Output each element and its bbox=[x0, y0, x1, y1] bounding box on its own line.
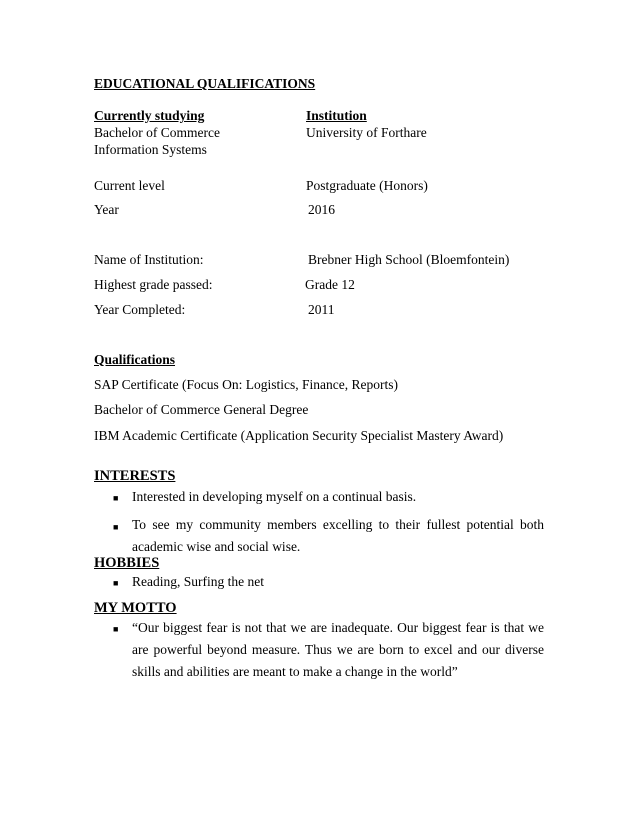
qualification-item: SAP Certificate (Focus On: Logistics, Finance, Reports) bbox=[94, 377, 398, 392]
qualification-item: IBM Academic Certificate (Application Security Specialist Mastery Award) bbox=[94, 428, 504, 443]
year-completed-label: Year Completed: bbox=[94, 302, 186, 317]
year-value: 2016 bbox=[308, 202, 335, 217]
motto-heading: MY MOTTO bbox=[94, 600, 177, 616]
degree-line-2: Information Systems bbox=[94, 142, 207, 157]
square-bullet-icon: ■ bbox=[113, 624, 119, 634]
qualification-item: Bachelor of Commerce General Degree bbox=[94, 402, 309, 417]
current-level-value: Postgraduate (Honors) bbox=[306, 178, 428, 193]
interest-item: To see my community members excelling to their fullest potential both academic wise and social wise. bbox=[132, 517, 544, 554]
interest-item: Interested in developing myself on a continual basis. bbox=[132, 489, 417, 504]
currently-studying-header: Currently studying bbox=[94, 108, 205, 123]
highest-grade-value: Grade 12 bbox=[305, 277, 355, 292]
square-bullet-icon: ■ bbox=[113, 578, 119, 588]
school-name-value: Brebner High School (Bloemfontein) bbox=[308, 252, 510, 267]
school-name-label: Name of Institution: bbox=[94, 252, 204, 267]
section-heading-educational-qualifications: EDUCATIONAL QUALIFICATIONS bbox=[94, 76, 316, 91]
current-level-label: Current level bbox=[94, 178, 165, 193]
motto-text: “Our biggest fear is not that we are inadequate. Our biggest fear is that we are powerful beyond measure. Thus we are born to excel and our diverse skills and abilities are meant to make a change in the world” bbox=[132, 620, 544, 679]
hobbies-heading: HOBBIES bbox=[94, 555, 160, 571]
hobby-item: Reading, Surfing the net bbox=[132, 574, 264, 589]
institution-header: Institution bbox=[306, 108, 367, 123]
degree-line-1: Bachelor of Commerce bbox=[94, 125, 220, 140]
square-bullet-icon: ■ bbox=[113, 493, 119, 503]
year-completed-value: 2011 bbox=[308, 302, 335, 317]
institution-value: University of Forthare bbox=[306, 125, 427, 140]
qualifications-heading: Qualifications bbox=[94, 352, 176, 367]
interests-heading: INTERESTS bbox=[94, 468, 176, 484]
year-label: Year bbox=[94, 202, 119, 217]
square-bullet-icon: ■ bbox=[113, 522, 119, 532]
highest-grade-label: Highest grade passed: bbox=[94, 277, 213, 292]
